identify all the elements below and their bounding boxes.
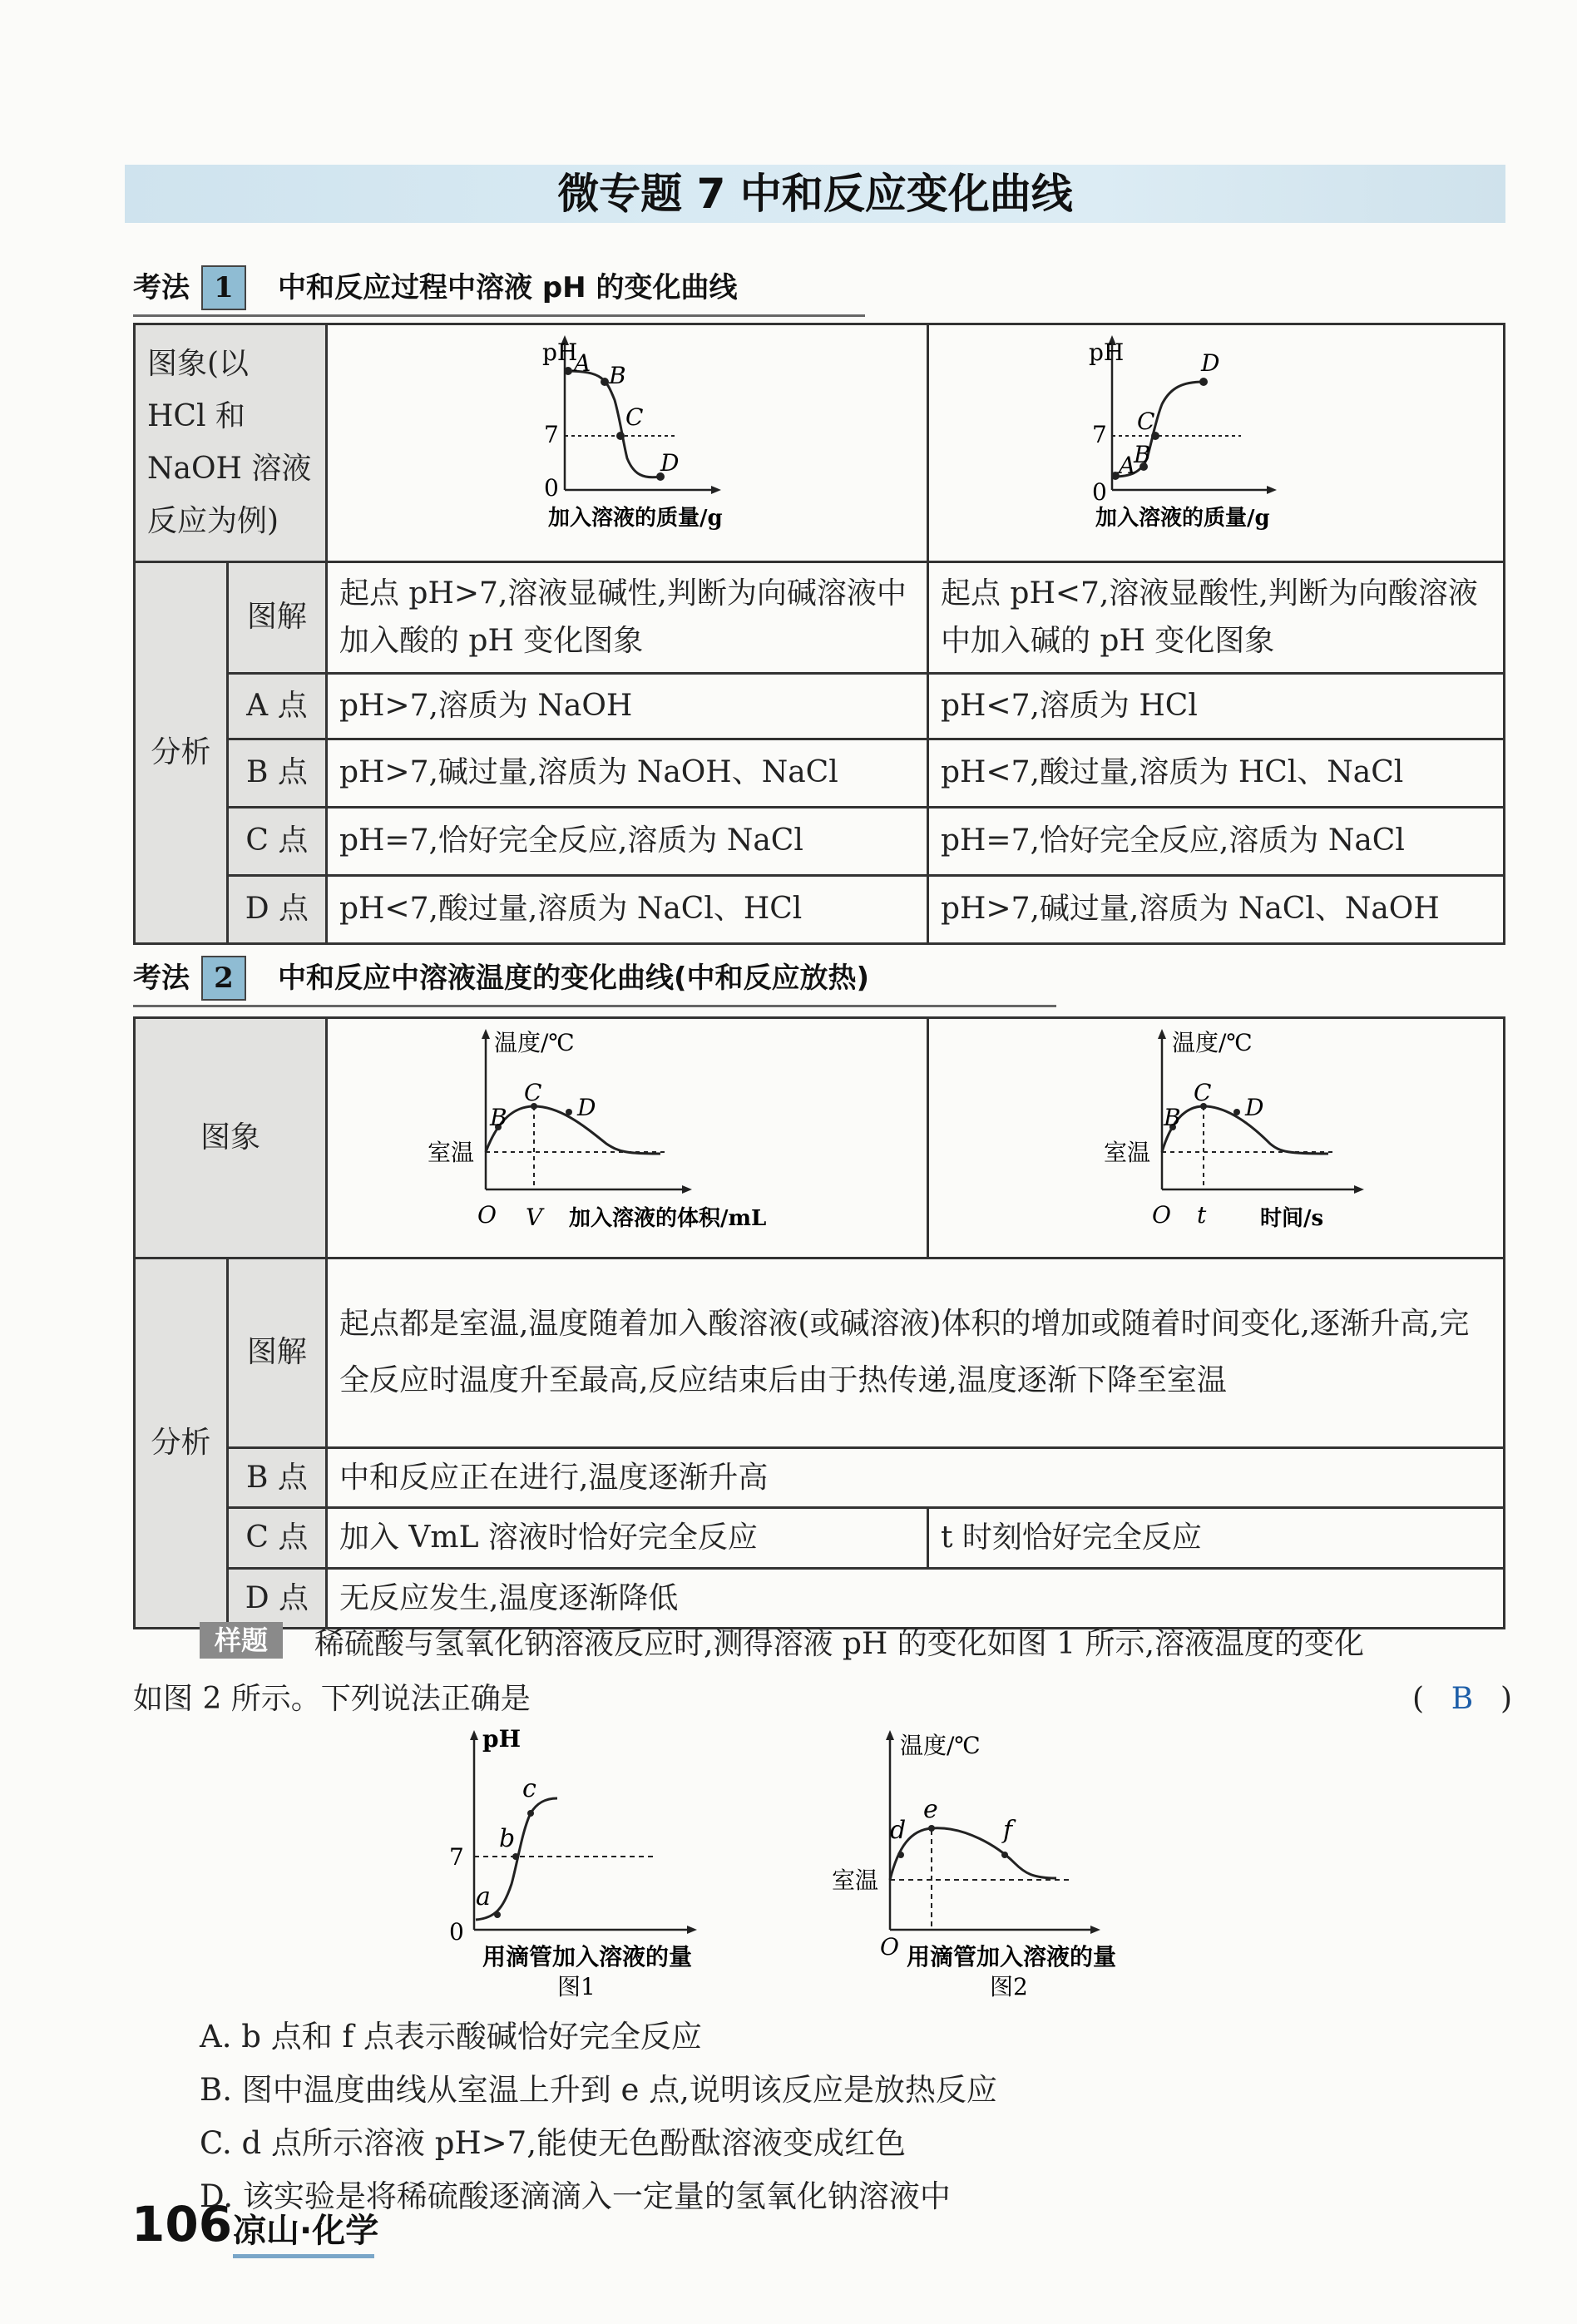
row-left: pH>7,溶质为 NaOH <box>326 673 927 739</box>
point-f <box>1001 1852 1008 1858</box>
tick-t: t <box>1196 1201 1207 1229</box>
tujie-text: 起点都是室温,温度随着加入酸溶液(或碱溶液)体积的增加或随着时间变化,逐渐升高,完全反应时温度升至最高,反应结束后由于热传递,温度逐渐下降至室温 <box>326 1258 1504 1447</box>
row-label: D 点 <box>227 875 326 943</box>
origin: 0 <box>543 474 559 502</box>
kaofa1-title: 中和反应过程中溶液 pH 的变化曲线 <box>278 271 738 304</box>
label-c: C <box>523 1079 542 1106</box>
row-right: pH<7,溶质为 HCl <box>927 673 1504 739</box>
row-label: B 点 <box>227 1447 326 1508</box>
temp-table <box>133 1016 1505 1629</box>
origin: O <box>1151 1201 1171 1229</box>
option-b: B. 图中温度曲线从室温上升到 e 点,说明该反应是放热反应 <box>200 2072 997 2108</box>
row-label: C 点 <box>227 1508 326 1569</box>
kaofa1-label: 考法 <box>133 271 190 304</box>
point-a <box>564 367 572 375</box>
point-d <box>1199 378 1208 386</box>
answer-close: ) <box>1500 1682 1512 1716</box>
xlabel: 加入溶液的质量/g <box>1095 506 1270 531</box>
point-d <box>1233 1109 1240 1115</box>
page-number: 106 <box>131 2196 233 2252</box>
tick-7: 7 <box>543 421 559 448</box>
b-text: 中和反应正在进行,温度逐渐升高 <box>326 1447 1504 1508</box>
label-c: C <box>1193 1079 1212 1106</box>
label-d: d <box>890 1816 907 1845</box>
label-d: D <box>576 1094 596 1121</box>
row-label: C 点 <box>227 807 326 875</box>
label-a: a <box>476 1882 491 1911</box>
point-c <box>527 1810 534 1817</box>
temp-graph-left-cell <box>326 1018 927 1258</box>
label-b: B <box>608 362 626 389</box>
tick-7: 7 <box>1091 421 1107 448</box>
x-arrow <box>682 1185 692 1194</box>
kaofa1-number: 1 <box>201 265 246 310</box>
caption: 图2 <box>990 1973 1028 2000</box>
row-left: pH>7,碱过量,溶质为 NaOH、NaCl <box>326 739 927 807</box>
y-arrow <box>482 1029 490 1039</box>
sample-tag: 样题 <box>200 1622 283 1659</box>
y-arrow <box>470 1730 478 1740</box>
question-line-2: 如图 2 所示。下列说法正确是 <box>133 1682 531 1716</box>
ylabel: 温度/℃ <box>900 1732 981 1759</box>
xlabel: 用滴管加入溶液的量 <box>907 1943 1117 1970</box>
ylabel: pH <box>482 1725 522 1753</box>
ylabel: pH <box>1088 339 1125 366</box>
label-a: A <box>1118 452 1136 479</box>
row-right: pH>7,碱过量,溶质为 NaCl、NaOH <box>927 875 1504 943</box>
label-b: b <box>499 1824 516 1853</box>
origin: 0 <box>1091 478 1107 506</box>
c-right: t 时刻恰好完全反应 <box>927 1508 1504 1569</box>
label-e: e <box>923 1795 938 1824</box>
point-b <box>512 1853 519 1860</box>
book-title: 凉山·化学 <box>233 2212 379 2250</box>
temp-image-label: 图象 <box>135 1018 327 1258</box>
answer-open: ( <box>1412 1682 1425 1716</box>
row-right: pH<7,酸过量,溶质为 HCl、NaCl <box>927 739 1504 807</box>
option-d: D. 该实验是将稀硫酸逐滴滴入一定量的氢氧化钠溶液中 <box>200 2178 951 2214</box>
page-title: 微专题 7 中和反应变化曲线 <box>557 170 1073 218</box>
xlabel: 加入溶液的体积/mL <box>568 1206 767 1231</box>
ylabel: pH <box>541 339 578 366</box>
answer-value: B <box>1451 1682 1474 1716</box>
x-arrow <box>687 1926 697 1934</box>
question-line-1: 稀硫酸与氢氧化钠溶液反应时,测得溶液 pH 的变化如图 1 所示,溶液温度的变化 <box>314 1627 1365 1661</box>
label-b: B <box>1163 1104 1181 1131</box>
ph-table <box>133 323 1505 945</box>
point-b <box>601 378 609 386</box>
temp-curve <box>890 1828 1056 1880</box>
room-label: 室温 <box>427 1139 474 1166</box>
label-b: B <box>489 1104 507 1131</box>
row-label: 图解 <box>227 561 326 673</box>
ph-graph-left <box>328 325 927 546</box>
kaofa2-label: 考法 <box>133 962 190 995</box>
temp-graph-left <box>328 1019 927 1242</box>
room-label: 室温 <box>1103 1139 1150 1166</box>
xlabel: 时间/s <box>1259 1206 1324 1231</box>
row-label: B 点 <box>227 739 326 807</box>
c-left: 加入 VmL 溶液时恰好完全反应 <box>326 1508 927 1569</box>
ph-graph-left-cell <box>326 324 927 562</box>
origin: O <box>880 1933 899 1961</box>
ph-graph-right <box>929 325 1503 546</box>
y-arrow <box>886 1730 894 1740</box>
label-d: D <box>660 449 680 477</box>
label-c: c <box>522 1774 536 1803</box>
label-c: C <box>625 403 644 431</box>
xlabel: 用滴管加入溶液的量 <box>482 1943 693 1970</box>
figure-2 <box>815 1722 1214 2005</box>
x-arrow <box>1267 486 1277 494</box>
row-left: pH<7,酸过量,溶质为 NaCl、HCl <box>326 875 927 943</box>
row-right: pH=7,恰好完全反应,溶质为 NaCl <box>927 807 1504 875</box>
figure-1 <box>433 1722 782 2005</box>
ph-analysis-label: 分析 <box>135 561 228 943</box>
label-c: C <box>1136 408 1155 435</box>
option-a: A. b 点和 f 点表示酸碱恰好完全反应 <box>200 2019 702 2055</box>
d-text: 无反应发生,温度逐渐降低 <box>326 1568 1504 1629</box>
x-arrow <box>1354 1185 1364 1194</box>
point-c <box>616 432 625 440</box>
row-right: 起点 pH<7,溶液显酸性,判断为向酸溶液中加入碱的 pH 变化图象 <box>927 561 1504 673</box>
origin: O <box>477 1201 497 1229</box>
point-d <box>897 1852 904 1858</box>
temp-graph-right-cell <box>927 1018 1504 1258</box>
label-a: A <box>573 349 591 377</box>
ph-graph-right-cell <box>927 324 1504 562</box>
tick-7: 7 <box>449 1843 464 1871</box>
ylabel: 温度/℃ <box>493 1029 575 1056</box>
row-left: pH=7,恰好完全反应,溶质为 NaCl <box>326 807 927 875</box>
temp-graph-right <box>929 1019 1503 1242</box>
row-label: 图解 <box>227 1258 326 1447</box>
x-arrow <box>711 486 721 494</box>
answer-bracket <box>1412 1672 1512 1728</box>
x-arrow <box>1090 1926 1100 1934</box>
row-label: A 点 <box>227 673 326 739</box>
tick-v: V <box>525 1204 543 1231</box>
footer-rule <box>233 2254 374 2258</box>
kaofa2-heading <box>133 955 1056 1007</box>
xlabel: 加入溶液的质量/g <box>547 506 723 531</box>
caption: 图1 <box>557 1973 596 2000</box>
point-d <box>566 1109 572 1115</box>
label-d: D <box>1244 1094 1264 1121</box>
ylabel: 温度/℃ <box>1171 1029 1253 1056</box>
label-f: f <box>1003 1816 1013 1845</box>
kaofa2-number: 2 <box>201 956 246 1001</box>
row-left: 起点 pH>7,溶液显碱性,判断为向碱溶液中加入酸的 pH 变化图象 <box>326 561 927 673</box>
room-label: 室温 <box>832 1867 879 1894</box>
ph-image-label: 图象(以 HCl 和 NaOH 溶液反应为例) <box>135 324 327 562</box>
point-e <box>928 1825 935 1832</box>
kaofa1-heading <box>133 265 865 317</box>
y-arrow <box>1158 1029 1166 1039</box>
temp-curve <box>486 1106 660 1154</box>
kaofa2-title: 中和反应中溶液温度的变化曲线(中和反应放热) <box>278 962 870 995</box>
temp-analysis-label: 分析 <box>135 1258 228 1629</box>
point-a <box>494 1911 501 1918</box>
origin: 0 <box>449 1918 464 1946</box>
row-label: D 点 <box>227 1568 326 1629</box>
label-b: B <box>1133 441 1151 468</box>
label-d: D <box>1200 349 1220 377</box>
option-c: C. d 点所示溶液 pH>7,能使无色酚酞溶液变成红色 <box>200 2125 906 2161</box>
